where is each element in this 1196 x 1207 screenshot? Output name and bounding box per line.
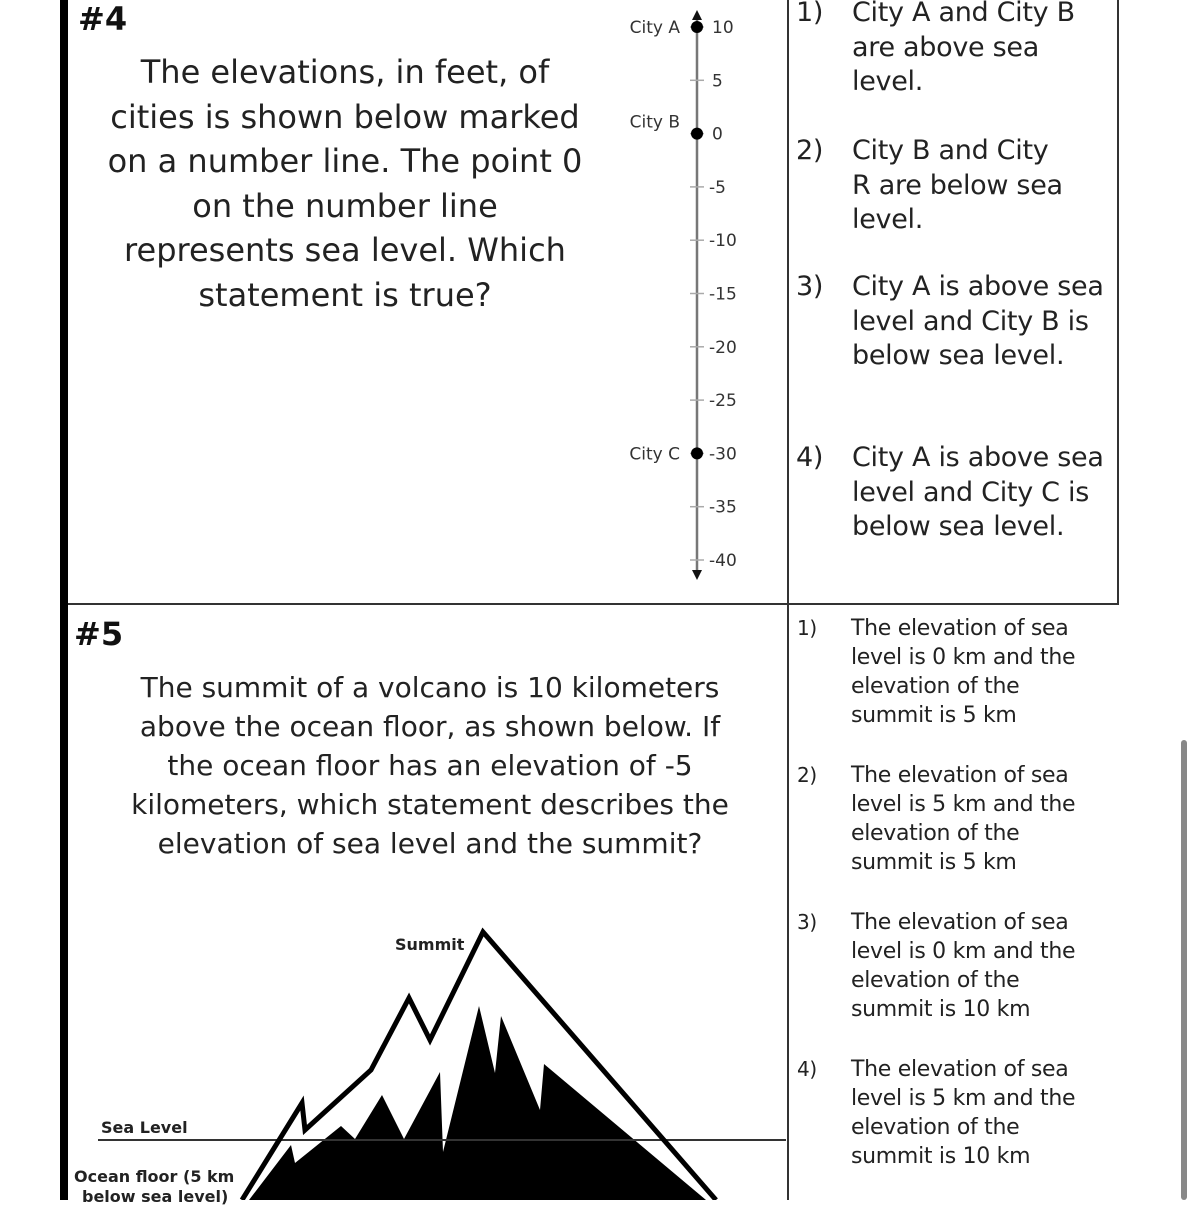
tick-label: -30 <box>709 444 737 465</box>
stem-line: cities is shown below marked <box>110 97 580 136</box>
choice-number: 2) <box>796 135 824 166</box>
stem-line: elevation of sea level and the summit? <box>157 827 703 860</box>
choice-text: The elevation of sea level is 0 km and the elevation of the summit is 10 km <box>851 910 1076 1022</box>
city-label: City C <box>629 444 680 465</box>
tick-label: -15 <box>709 284 737 305</box>
choice-number: 1) <box>796 0 824 28</box>
stem-line: The elevations, in feet, of <box>140 53 550 91</box>
answer-choice-2[interactable] <box>796 134 1114 238</box>
answer-choice-3[interactable] <box>797 908 1115 1024</box>
summit-label: Summit <box>395 935 465 954</box>
choice-number: 1) <box>797 616 817 640</box>
scrollbar[interactable] <box>1181 740 1187 1200</box>
right-border <box>1117 0 1119 605</box>
answer-choice-1[interactable] <box>797 614 1115 730</box>
tick-label: 10 <box>712 18 734 38</box>
choice-number: 3) <box>796 271 824 302</box>
choice-text: The elevation of sea level is 5 km and the elevation of the summit is 5 km <box>851 763 1076 875</box>
choice-text: The elevation of sea level is 5 km and the elevation of the summit is 10 km <box>851 1057 1076 1169</box>
tick-label: -25 <box>709 391 737 412</box>
answer-choice-4[interactable] <box>796 441 1114 545</box>
stem-line: on the number line <box>192 186 498 225</box>
question-number: #5 <box>74 615 124 653</box>
city-label: City A <box>629 18 680 38</box>
tick-label: -40 <box>709 551 737 571</box>
tick-label: -10 <box>709 231 737 252</box>
stem-line: kilometers, which statement describes the <box>131 788 729 821</box>
volcano-silhouette <box>249 1006 706 1200</box>
stem-line: The summit of a volcano is 10 kilometers <box>140 671 720 704</box>
choice-text: The elevation of sea level is 0 km and the elevation of the summit is 5 km <box>851 616 1076 728</box>
tick-label: -5 <box>709 177 726 198</box>
choice-number: 4) <box>796 442 824 473</box>
ocean-floor-label-line: below sea level) <box>82 1187 229 1206</box>
sea-level-label: Sea Level <box>101 1118 188 1137</box>
stem-line: represents sea level. Which <box>124 231 566 269</box>
ocean-floor-label <box>74 1167 234 1207</box>
choice-text: City A and City B are above sea level. <box>852 0 1075 97</box>
answer-choice-4[interactable] <box>797 1055 1115 1171</box>
choice-text: City B and City R are below sea level. <box>852 135 1063 235</box>
ocean-floor-label-line: Ocean floor (5 km <box>74 1167 235 1186</box>
answer-choice-2[interactable] <box>797 761 1115 877</box>
tick-label: -20 <box>709 337 737 358</box>
choice-number: 4) <box>797 1057 817 1081</box>
choice-text: City A is above sea level and City B is below sea level. <box>852 271 1104 371</box>
question-number: #4 <box>78 0 128 38</box>
tick-label: 0 <box>712 124 723 145</box>
stem-line: the ocean floor has an elevation of -5 <box>167 749 693 782</box>
choice-number: 3) <box>797 910 817 934</box>
tick-label: 5 <box>712 71 723 92</box>
answer-choice-3[interactable] <box>796 270 1114 374</box>
tick-label: -35 <box>709 497 737 518</box>
answer-choice-1[interactable] <box>796 0 1114 100</box>
stem-line: on a number line. The point 0 <box>107 142 583 180</box>
stem-line: statement is true? <box>198 275 492 314</box>
choice-text: City A is above sea level and City C is below sea level. <box>852 442 1104 542</box>
stem-line: above the ocean floor, as shown below. If <box>139 710 721 743</box>
choice-number: 2) <box>797 763 817 787</box>
city-label: City B <box>629 112 680 133</box>
